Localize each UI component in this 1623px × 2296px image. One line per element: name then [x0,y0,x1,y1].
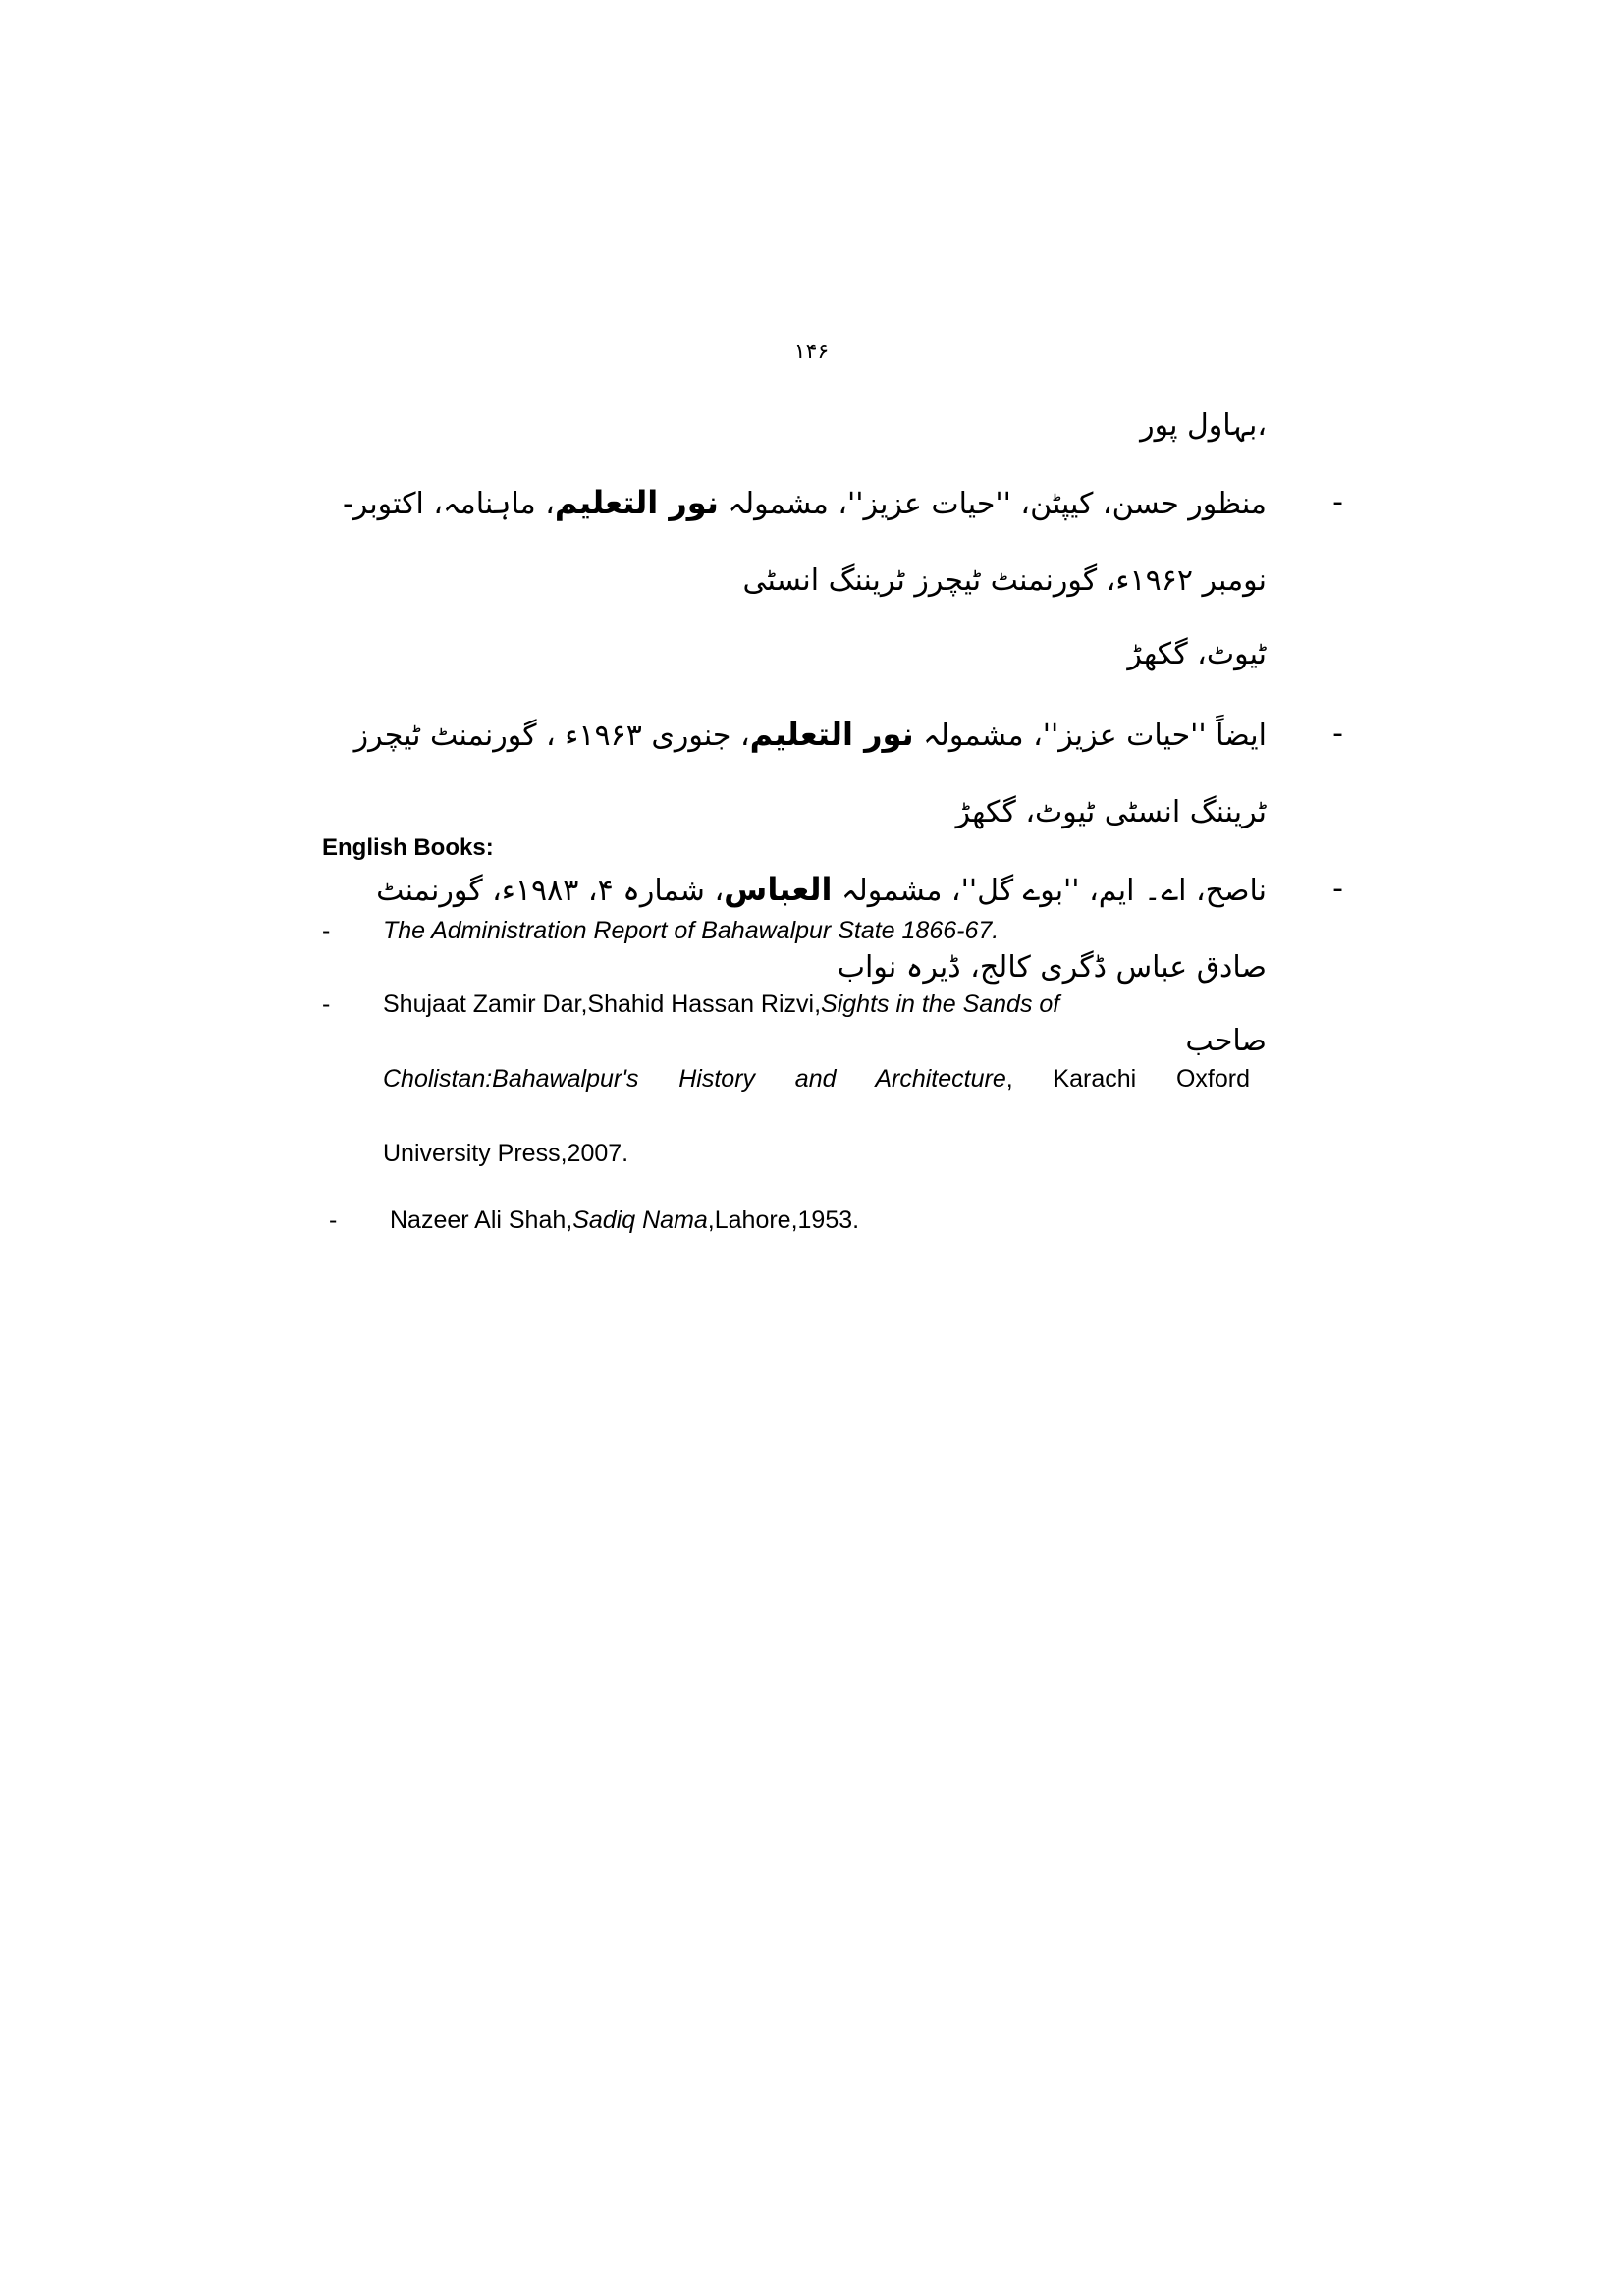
english-book-item-3-author: Nazeer Ali Shah, [390,1206,573,1234]
english-book-item-2-title-line-1: Sights in the Sands of [821,990,1060,1018]
english-book-item-2-authors: Shujaat Zamir Dar,Shahid Hassan Rizvi, [383,990,822,1018]
english-book-item-1-dash: - [322,917,331,944]
urdu-entry-2-journal: نور التعلیم [749,716,914,753]
english-book-item-3-rest: ,Lahore,1953. [707,1206,860,1234]
english-book-item-3 [329,1183,1257,1257]
urdu-continuation-line: ،بہاول پور [1140,408,1267,443]
page-number: ۱۴۶ [793,340,830,364]
urdu-entry-2-text-b: ، جنوری ۱۹۶۳ء ، گورنمنٹ ٹیچرز ٹریننگ انسٹی ٹیوٹ، گکھڑ [353,719,1267,829]
urdu-entry-2-text-a: ایضاً ''حیات عزیز''، مشمولہ [913,719,1267,753]
english-book-item-1-body [383,893,1250,968]
english-book-item-2-title-line-2: Cholistan:Bahawalpur's History and Architecture [383,1065,1006,1093]
urdu-entry-1-text-b: ، ماہنامہ، اکتوبر-نومبر ۱۹۶۲ء، گورنمنٹ ٹیچرز ٹریننگ انسٹی [342,487,1267,598]
urdu-entry-3-continuation: صاحب [1185,1024,1267,1058]
english-book-item-2-line-1 [383,967,1250,1041]
urdu-entry-3-text-b: ، شمارہ ۴، ۱۹۸۳ء، گورنمنٹ صادق عباس ڈگری کالج، ڈیرہ نواب [376,874,1267,985]
english-book-item-1 [322,893,1250,968]
english-book-item-3-title: Sadiq Nama [572,1206,708,1234]
urdu-entry-1 [324,464,1343,690]
english-book-item-3-body [390,1183,1257,1257]
urdu-entry-1-journal: نور التعلیم [554,484,719,521]
urdu-entry-1-continuation: ٹیوٹ، گکھڑ [1127,637,1267,671]
urdu-entry-1-line [324,464,1343,619]
urdu-entry-3-journal: العباس [724,871,833,908]
urdu-entry-2-line [324,696,1343,851]
urdu-entry-2-dash: - [1332,717,1343,751]
english-book-item-2 [322,967,1250,1191]
english-book-item-2-dash: - [322,990,331,1018]
english-book-item-2-line-2 [383,1041,1250,1116]
urdu-entry-2 [324,696,1343,851]
urdu-entry-1-dash: - [1332,485,1343,519]
english-books-heading: English Books: [322,834,494,861]
urdu-entry-1-text-a: منظور حسن، کیپٹن، ''حیات عزیز''، مشمولہ [718,487,1267,521]
urdu-entry-3-dash: - [1332,872,1343,906]
english-book-item-2-publisher-a: , Karachi Oxford [1005,1065,1250,1093]
english-book-item-2-body [383,967,1250,1191]
english-book-item-1-title: The Administration Report of Bahawalpur State 1866-67. [383,917,1000,944]
english-book-item-2-line-3: University Press,2007. [383,1140,629,1167]
urdu-entry-3-text-a: ناصح، اے۔ ایم، ''بوے گل''، مشمولہ [832,874,1267,908]
english-book-item-3-dash: - [329,1206,338,1234]
